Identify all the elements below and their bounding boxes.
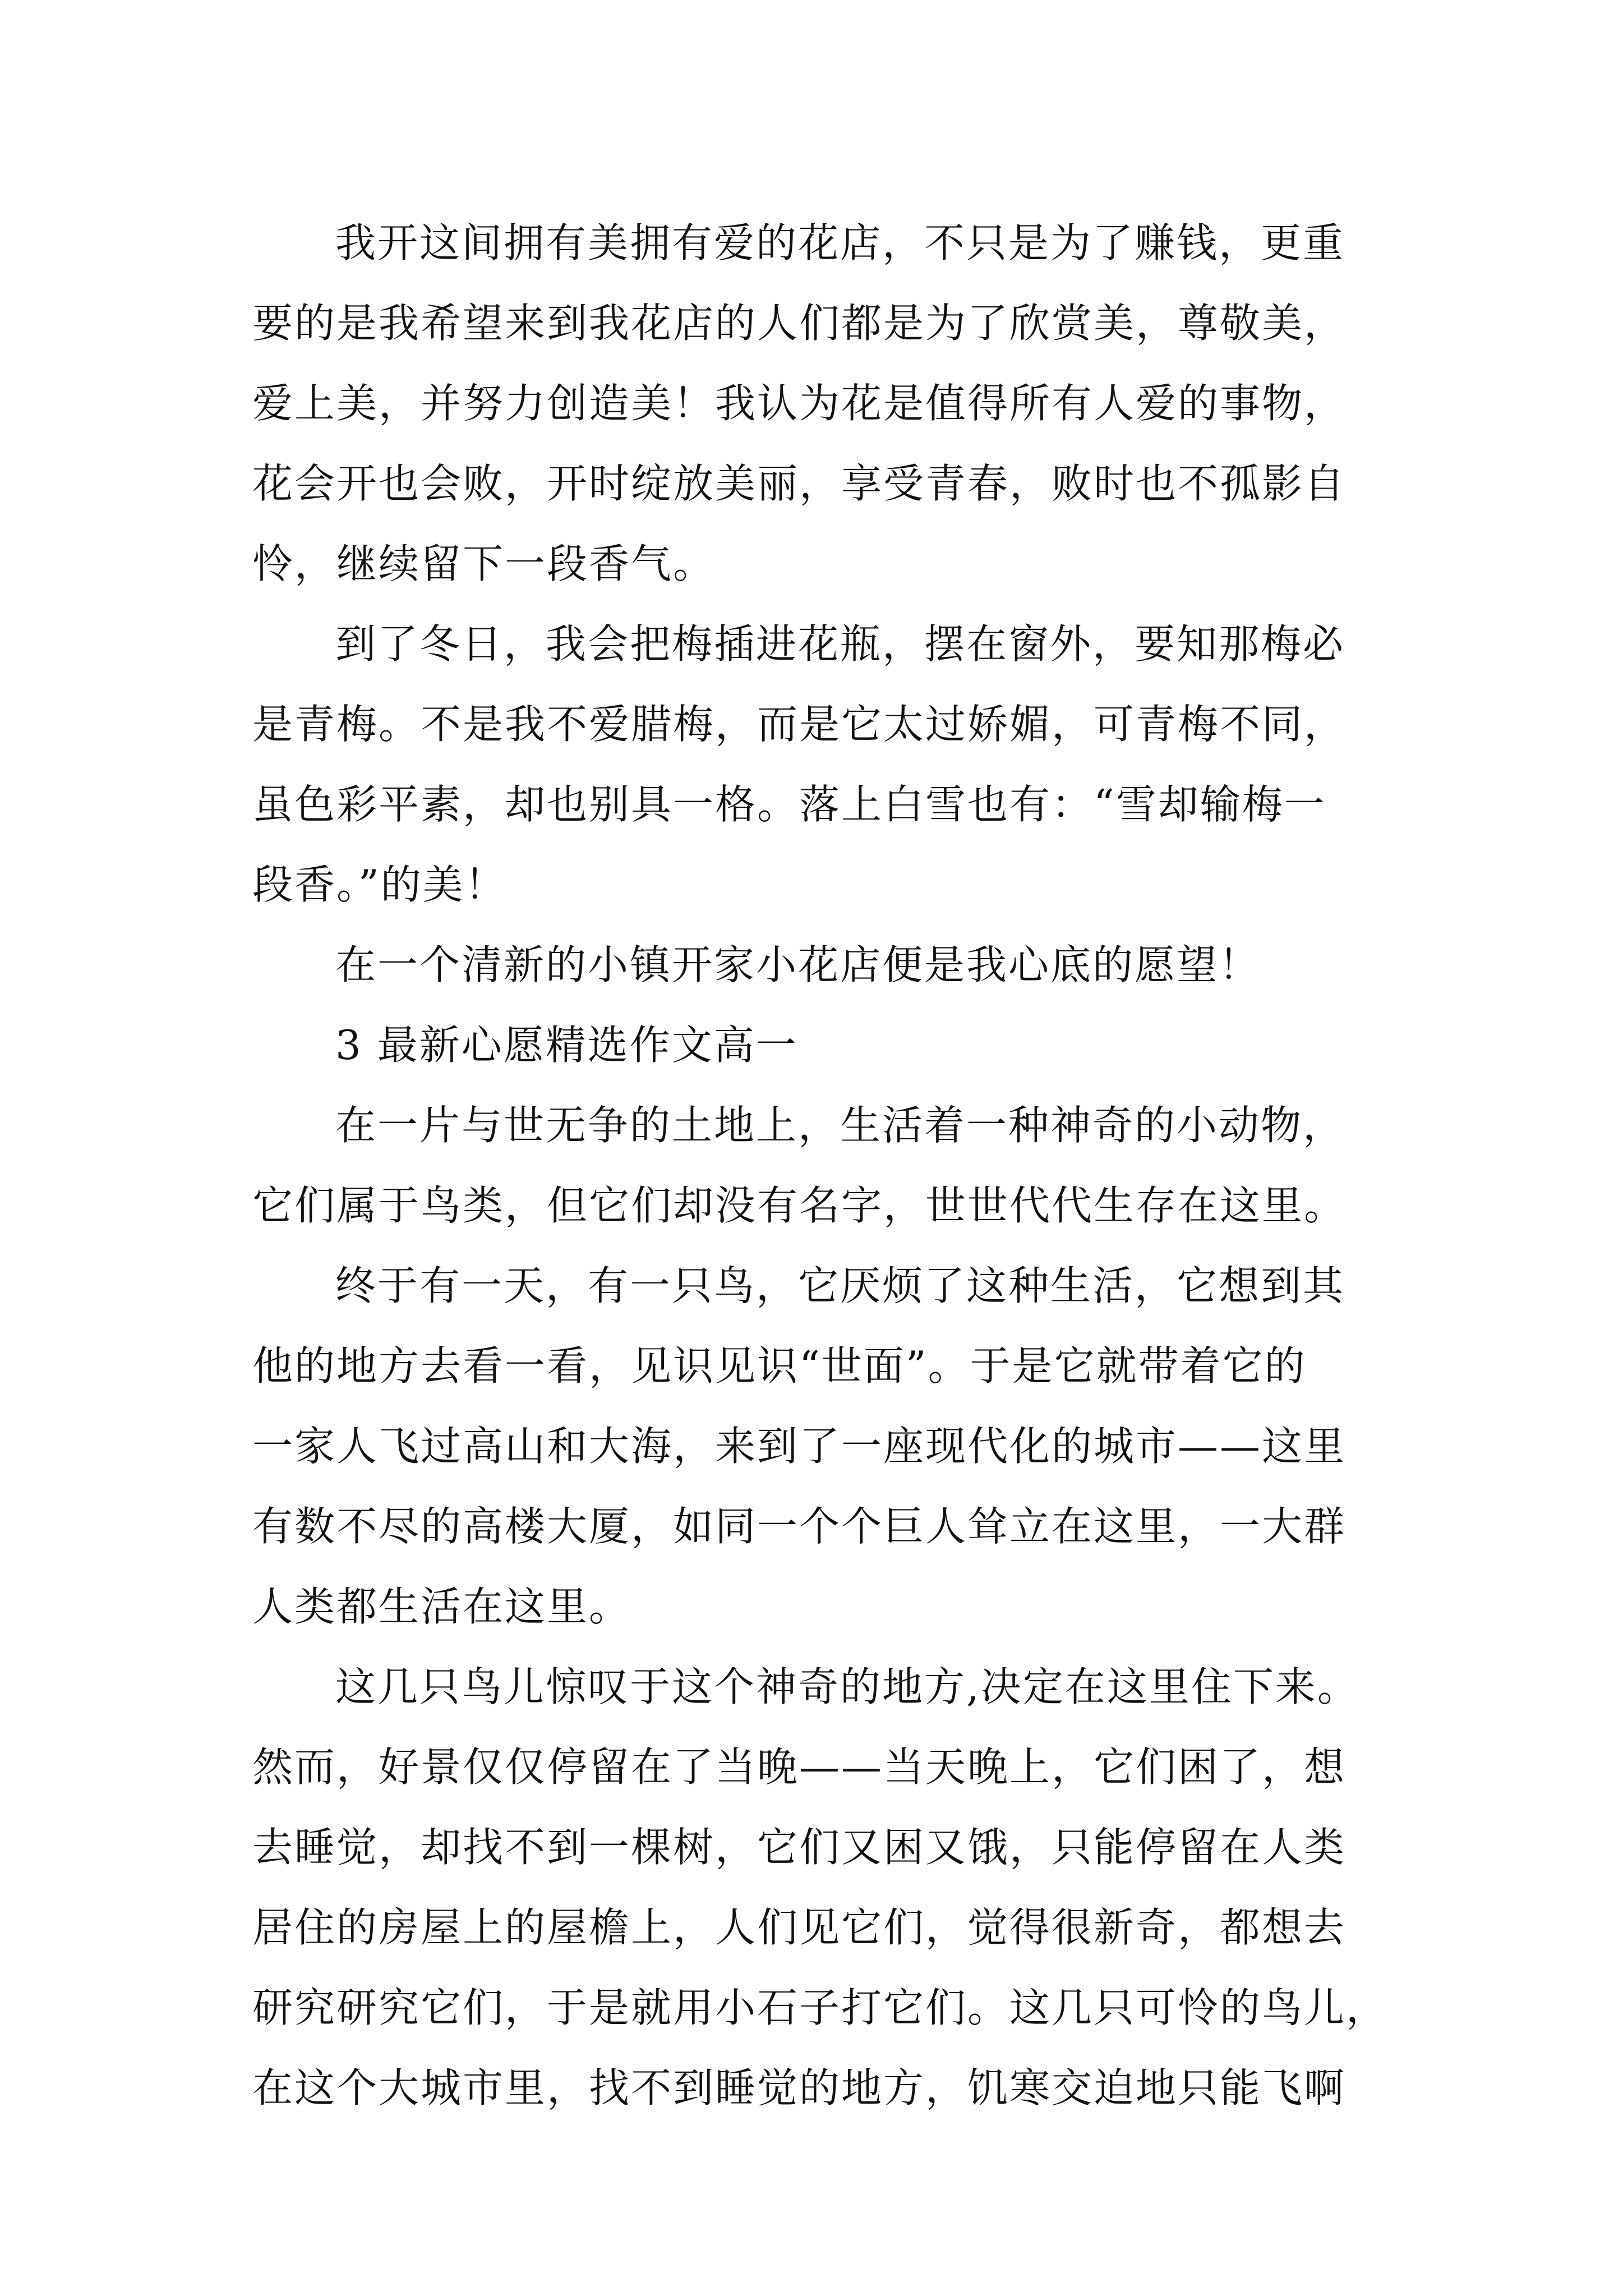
section-heading: 3 最新心愿精选作文高一 — [335, 1022, 798, 1069]
text-line: 有数不尽的高楼大厦，如同一个个巨人耸立在这里，一大群 — [252, 1503, 1347, 1550]
text-line: 终于有一天，有一只鸟，它厌烦了这种生活，它想到其 — [335, 1262, 1345, 1309]
text-line: 然而，好景仅仅停留在了当晚——当天晚上，它们困了，想 — [252, 1743, 1347, 1791]
text-line: 他的地方去看一看，见识见识“世面”。于是它就带着它的 — [252, 1342, 1307, 1389]
text-line: 爱上美，并努力创造美！我认为花是值得所有人爱的事物， — [252, 380, 1347, 427]
text-line: 一家人飞过高山和大海，来到了一座现代化的城市——这里 — [252, 1423, 1347, 1470]
text-line: 要的是我希望来到我花店的人们都是为了欣赏美，尊敬美， — [252, 300, 1347, 347]
text-line: 这几只鸟儿惊叹于这个神奇的地方,决定在这里住下来。 — [335, 1663, 1359, 1710]
text-line: 它们属于鸟类，但它们却没有名字，世世代代生存在这里。 — [252, 1182, 1347, 1229]
text-line: 花会开也会败，开时绽放美丽，享受青春，败时也不孤影自 — [252, 460, 1347, 507]
text-line: 段香。”的美！ — [252, 861, 507, 908]
text-line: 我开这间拥有美拥有爱的花店，不只是为了赚钱，更重 — [335, 219, 1345, 266]
text-line: 研究研究它们，于是就用小石子打它们。这几只可怜的鸟儿， — [252, 1984, 1389, 2031]
text-line: 到了冬日，我会把梅插进花瓶，摆在窗外，要知那梅必 — [335, 620, 1345, 668]
text-line: 虽色彩平素，却也别具一格。落上白雪也有：“雪却输梅一 — [252, 781, 1326, 828]
text-line: 是青梅。不是我不爱腊梅，而是它太过娇媚，可青梅不同， — [252, 701, 1347, 748]
text-line: 去睡觉，却找不到一棵树，它们又困又饿，只能停留在人类 — [252, 1824, 1347, 1871]
text-line: 人类都生活在这里。 — [252, 1583, 631, 1630]
text-line: 在这个大城市里，找不到睡觉的地方，饥寒交迫地只能飞啊 — [252, 2064, 1347, 2111]
text-line: 在一片与世无争的土地上，生活着一种神奇的小动物， — [335, 1102, 1345, 1149]
text-line: 在一个清新的小镇开家小花店便是我心底的愿望！ — [335, 941, 1261, 988]
text-line: 怜，继续留下一段香气。 — [252, 540, 716, 587]
text-line: 居住的房屋上的屋檐上，人们见它们，觉得很新奇，都想去 — [252, 1904, 1347, 1951]
